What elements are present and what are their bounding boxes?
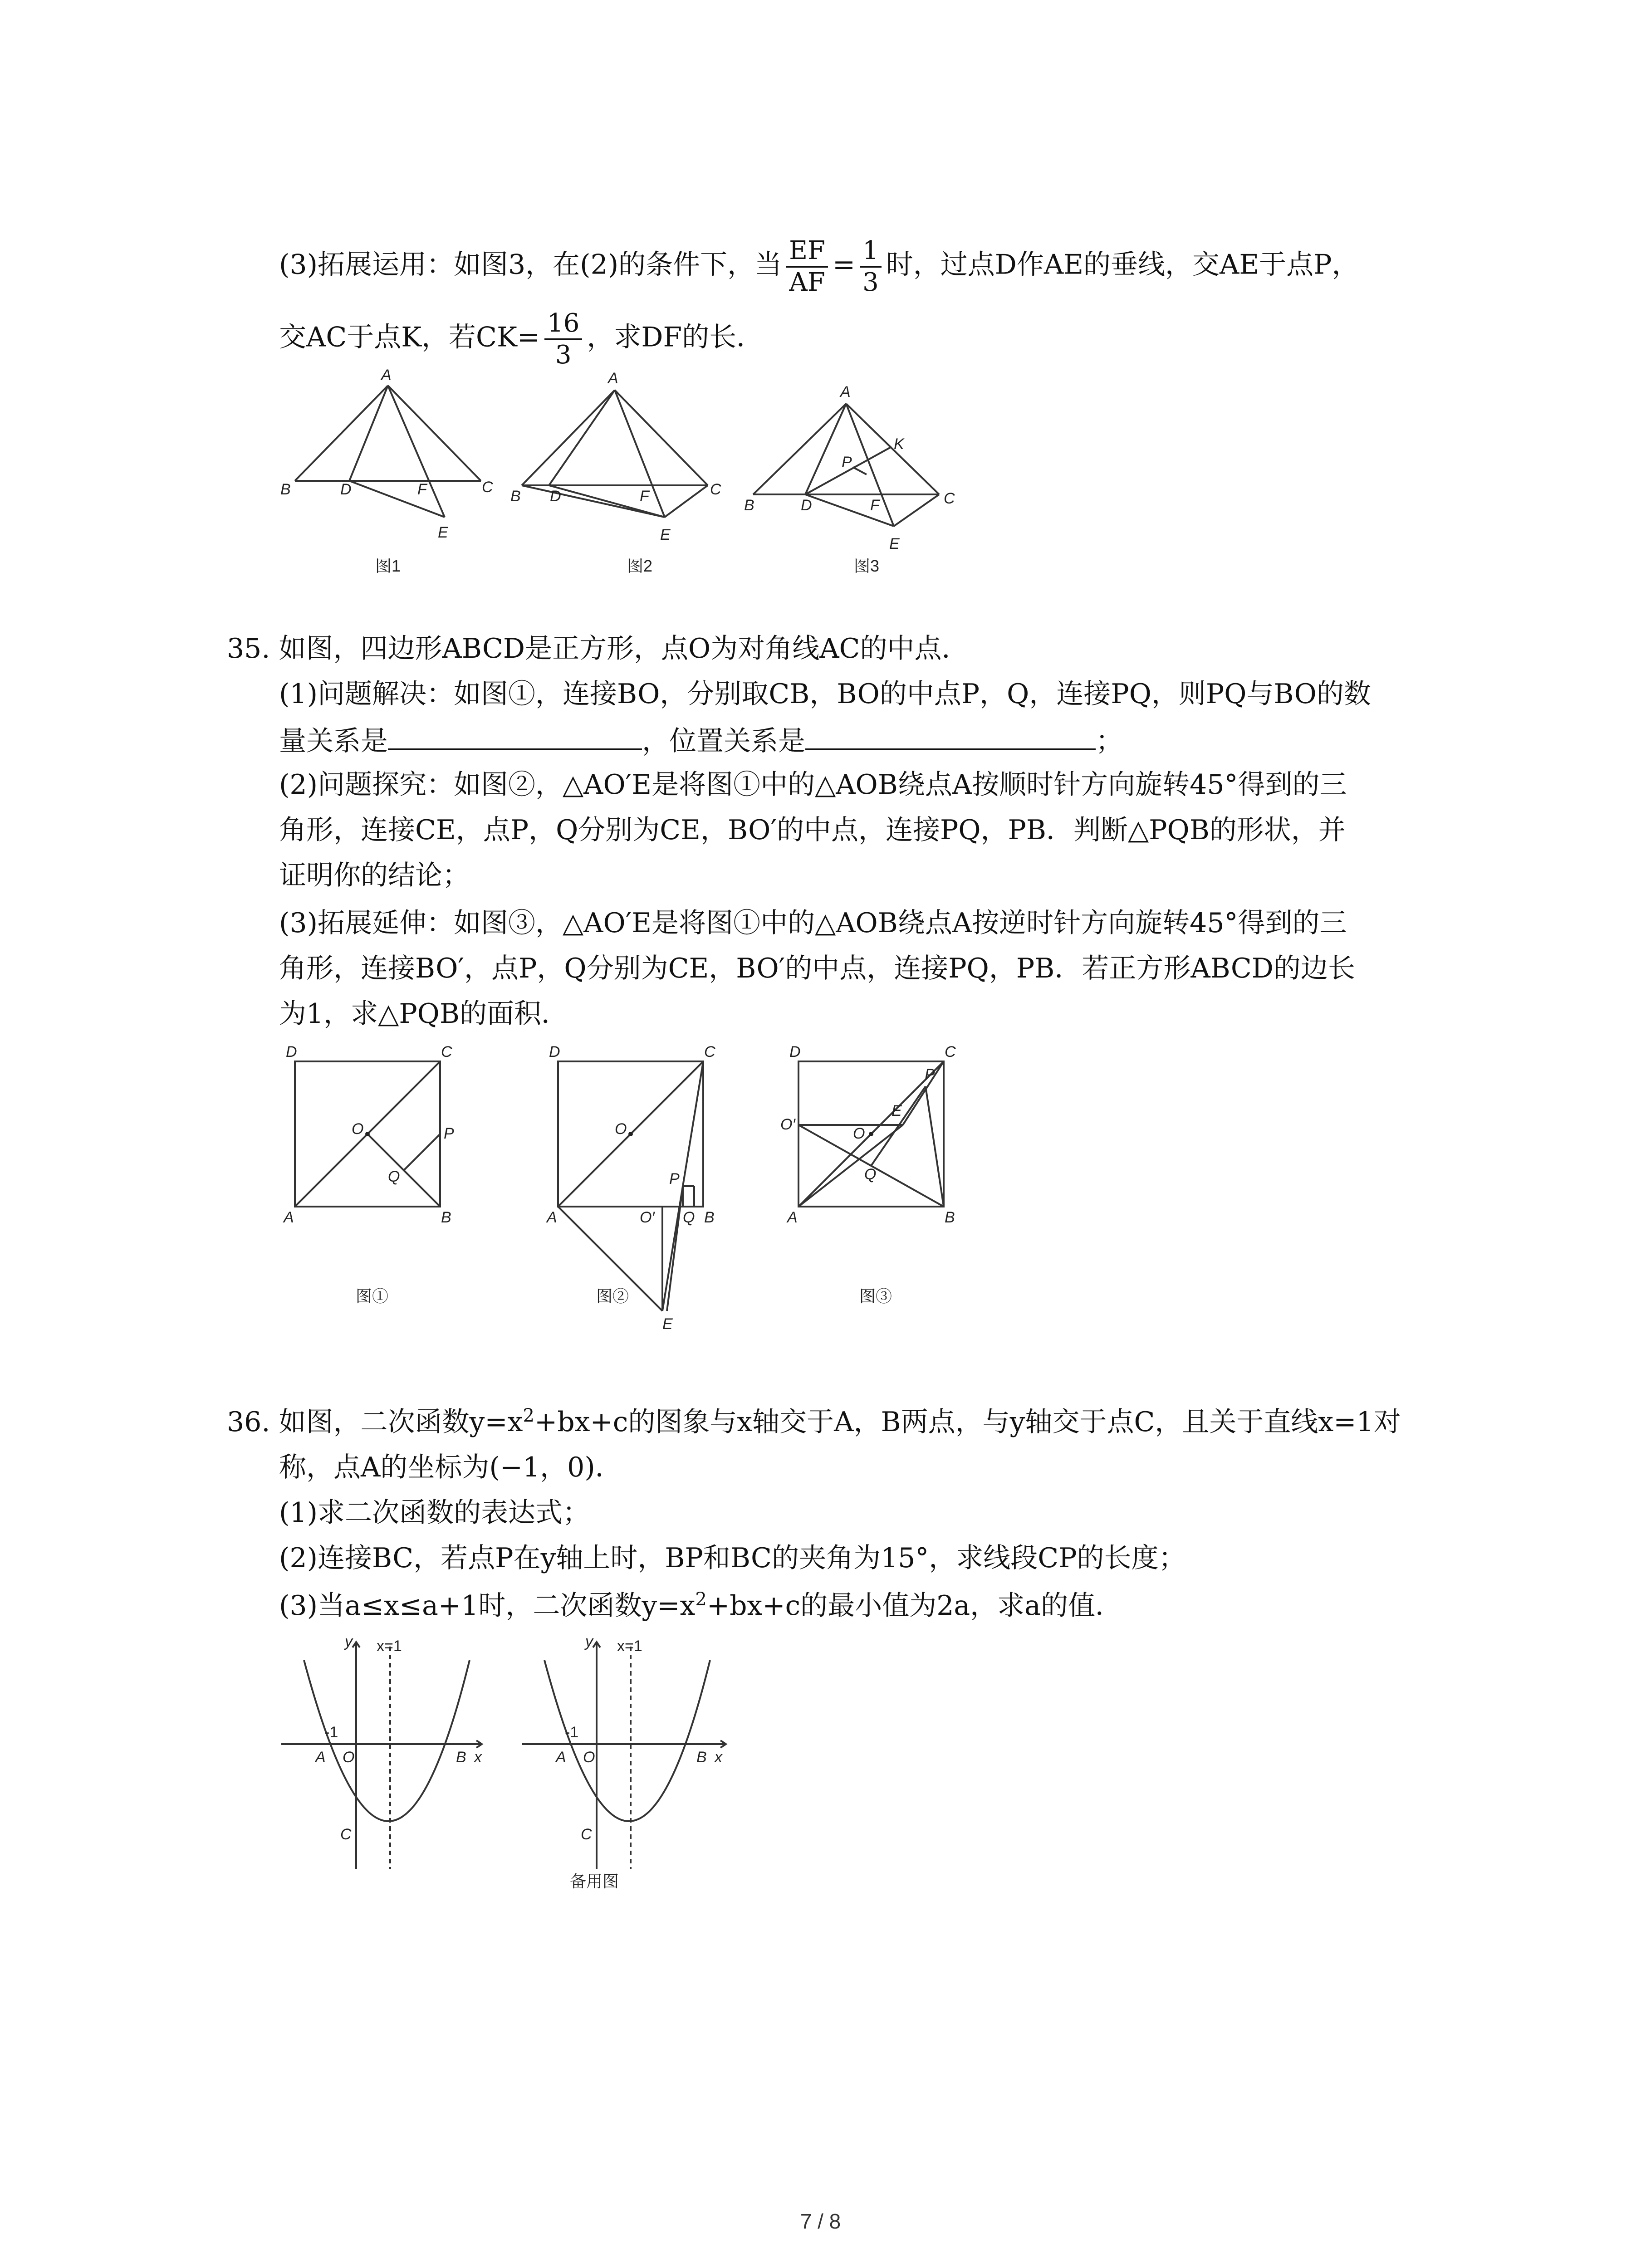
q34-caption-1: 图1 xyxy=(375,557,401,575)
svg-text:Q: Q xyxy=(864,1166,877,1183)
svg-text:F: F xyxy=(640,488,649,505)
svg-text:B: B xyxy=(696,1749,707,1766)
svg-text:A: A xyxy=(608,370,618,387)
svg-text:A: A xyxy=(547,1209,557,1226)
svg-text:A: A xyxy=(315,1749,326,1766)
svg-text:C: C xyxy=(944,490,955,507)
svg-text:x=1: x=1 xyxy=(377,1637,402,1655)
svg-text:A: A xyxy=(381,367,392,384)
svg-text:A: A xyxy=(840,383,851,401)
svg-text:C: C xyxy=(710,481,721,498)
svg-text:Q: Q xyxy=(683,1209,695,1226)
fraction-sixteen-thirds: $\frac{16}{3}$ xyxy=(544,308,582,370)
svg-text:y: y xyxy=(585,1633,593,1650)
q35-caption-2: 图② xyxy=(596,1287,629,1305)
svg-text:O: O xyxy=(352,1120,364,1138)
svg-text:F: F xyxy=(870,497,880,514)
svg-text:Q: Q xyxy=(388,1168,400,1185)
q35-part2-line2: 角形，连接CE，点P，Q分别为CE，BO′的中点，连接PQ，PB．判断△PQB的形状，并 xyxy=(279,814,1346,846)
svg-text:B: B xyxy=(456,1749,466,1766)
svg-text:E: E xyxy=(438,524,448,541)
svg-text:B: B xyxy=(744,497,754,514)
svg-text:O: O xyxy=(343,1749,355,1766)
svg-text:B: B xyxy=(704,1209,715,1226)
svg-text:C: C xyxy=(581,1826,592,1843)
svg-text:x: x xyxy=(715,1749,722,1766)
svg-text:D: D xyxy=(549,1043,560,1061)
svg-text:D: D xyxy=(801,497,812,514)
svg-text:x: x xyxy=(474,1749,482,1766)
svg-text:C: C xyxy=(945,1043,956,1061)
position-relation-blank[interactable] xyxy=(805,721,1096,750)
svg-text:E: E xyxy=(660,526,671,543)
svg-text:P: P xyxy=(444,1125,454,1142)
q34-part3-line1: (3)拓展运用：如图3，在(2)的条件下，当 $\frac{EF}{AF}$ = $\frac{1}{3}$ 时，过点D作AE的垂线，交AE于点P， xyxy=(279,236,1359,297)
q36-graph-2 xyxy=(513,1633,749,1896)
svg-text:C: C xyxy=(441,1043,452,1061)
q36-part2: (2)连接BC，若点P在y轴上时，BP和BC的夹角为15°，求线段CP的长度； xyxy=(279,1542,1186,1574)
q35-stem: 35. 如图，四边形ABCD是正方形，点O为对角线AC的中点． xyxy=(227,633,969,665)
svg-text:C: C xyxy=(340,1826,352,1843)
q34-caption-3: 图3 xyxy=(853,557,880,575)
svg-text:E: E xyxy=(892,1102,902,1119)
q35-figure-1 xyxy=(277,1043,467,1315)
svg-text:P: P xyxy=(669,1170,680,1188)
svg-text:K: K xyxy=(894,435,904,453)
q36-part3: (3)当a≤x≤a+1时，二次函数$y=x^2+bx+c$的最小值为2a，求a的值． xyxy=(279,1589,1122,1622)
svg-text:A: A xyxy=(284,1209,294,1226)
q35-figure-2 xyxy=(540,1043,749,1334)
svg-text:D: D xyxy=(550,488,561,505)
q35-part3-line3: 为1，求△PQB的面积． xyxy=(279,998,568,1030)
svg-text:D: D xyxy=(340,481,352,498)
q35-caption-3: 图③ xyxy=(859,1287,892,1305)
svg-text:O′: O′ xyxy=(640,1209,655,1226)
q34-part3-line2: 交AC于点K，若CK= $\frac{16}{3}$ ，求DF的长． xyxy=(279,308,764,370)
q35-part3-line2: 角形，连接BO′，点P，Q分别为CE，BO′的中点，连接PQ，PB．若正方形ABCD的边长 xyxy=(279,953,1355,984)
q35-part1-line1: (1)问题解决：如图①，连接BO，分别取CB，BO的中点P，Q，连接PQ，则PQ与BO的数 xyxy=(279,678,1371,710)
q35-figure-3 xyxy=(780,1043,989,1315)
svg-text:B: B xyxy=(441,1209,451,1226)
svg-text:-1: -1 xyxy=(565,1724,579,1741)
svg-text:P: P xyxy=(842,454,852,471)
page-number: 7 / 8 xyxy=(800,2209,841,2233)
fraction-ef-af: $\frac{EF}{AF}$ xyxy=(786,236,828,298)
q35-caption-1: 图① xyxy=(355,1287,389,1305)
svg-text:C: C xyxy=(482,479,493,496)
q36-part1: (1)求二次函数的表达式； xyxy=(279,1497,590,1529)
q34-part3-text-b: 时，过点D作AE的垂线，交AE于点P， xyxy=(886,249,1359,281)
svg-text:x=1: x=1 xyxy=(617,1637,642,1655)
svg-text:O: O xyxy=(583,1749,595,1766)
fraction-one-third: $\frac{1}{3}$ xyxy=(860,236,882,298)
svg-text:A: A xyxy=(556,1749,566,1766)
svg-text:-1: -1 xyxy=(324,1724,338,1741)
svg-text:B: B xyxy=(510,488,521,505)
q36-stem-line2: 称，点A的坐标为(−1，0)． xyxy=(279,1452,622,1483)
q35-part1-line2: 量关系是 ，位置关系是 ； xyxy=(279,721,1123,759)
q35-part2-line1: (2)问题探究：如图②，△AO′E是将图①中的△AOB绕点A按顺时针方向旋转45°得到的三 xyxy=(279,769,1347,801)
svg-text:D: D xyxy=(286,1043,297,1061)
svg-text:B: B xyxy=(945,1209,955,1226)
q34-figure-2 xyxy=(508,363,744,581)
q34-part3-text-a: (3)拓展运用：如图3，在(2)的条件下，当 xyxy=(279,249,782,281)
svg-text:F: F xyxy=(417,481,427,498)
svg-text:B: B xyxy=(280,481,291,498)
q36-graph-1 xyxy=(272,1633,508,1887)
svg-text:P: P xyxy=(925,1066,935,1083)
q35-part2-line3: 证明你的结论； xyxy=(279,860,470,891)
svg-text:O: O xyxy=(853,1125,865,1142)
q36-stem-line1: 36. 如图，二次函数$y=x^2+bx+c$的图象与x轴交于A，B两点，与y轴交于点C，且关于直线x=1对 xyxy=(227,1405,1401,1438)
svg-text:E: E xyxy=(889,535,900,552)
svg-text:O: O xyxy=(615,1120,627,1138)
q34-caption-2: 图2 xyxy=(627,557,653,575)
svg-text:O′: O′ xyxy=(780,1116,795,1133)
svg-text:A: A xyxy=(787,1209,798,1226)
quantity-relation-blank[interactable] xyxy=(388,721,642,750)
q34-figure-1 xyxy=(272,363,508,581)
q34-figure-3 xyxy=(744,372,980,581)
svg-text:C: C xyxy=(704,1043,715,1061)
q36-caption-spare: 备用图 xyxy=(569,1872,619,1891)
svg-text:D: D xyxy=(789,1043,801,1061)
svg-text:E: E xyxy=(662,1315,673,1333)
q35-part3-line1: (3)拓展延伸：如图③，△AO′E是将图①中的△AOB绕点A按逆时针方向旋转45°得到的三 xyxy=(279,907,1347,939)
svg-text:y: y xyxy=(345,1633,353,1650)
